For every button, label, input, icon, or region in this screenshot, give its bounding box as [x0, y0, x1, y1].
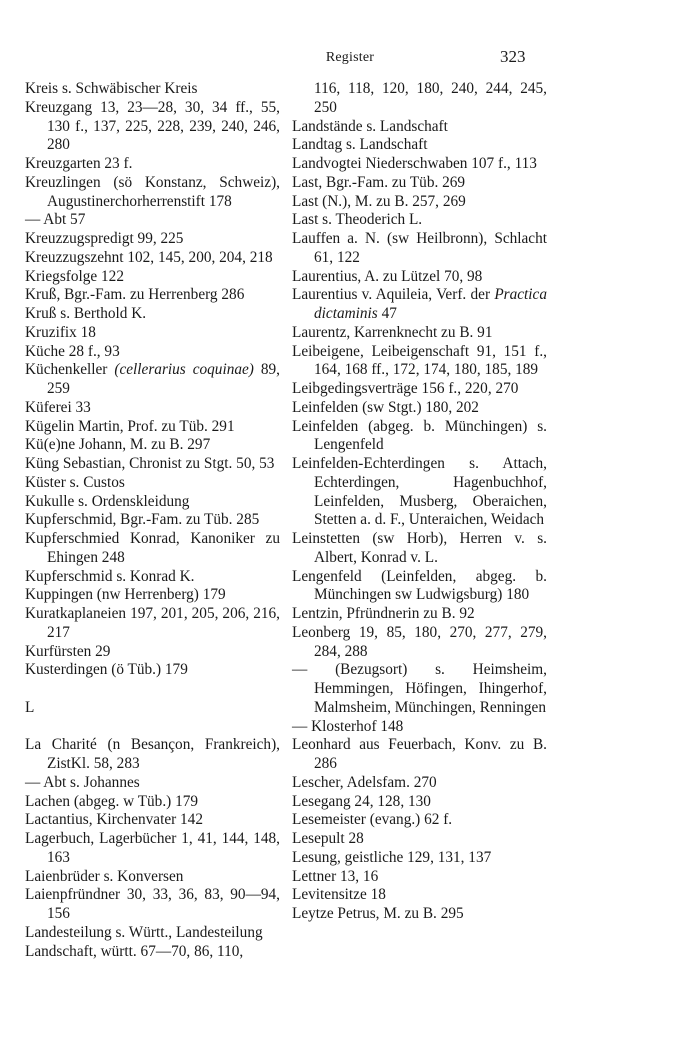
index-column-left [25, 80, 280, 961]
index-entry: Laienbrüder s. Konversen [25, 867, 184, 885]
index-entry: Kreuzgarten 23 f. [25, 155, 133, 172]
index-entry-continuation: 116, 118, 120, 180, 240, 244, 245, 250 [314, 80, 547, 116]
index-entry: Lesung, geistliche 129, 131, 137 [292, 848, 492, 866]
index-entry: Küche 28 f., 93 [25, 342, 120, 360]
index-column-right [292, 80, 547, 924]
section-spacer [25, 680, 280, 699]
index-entry: Küng Sebastian, Chronist zu Stgt. 50, 53 [25, 455, 275, 472]
italic-term: (cellerarius coquinae) [114, 361, 254, 379]
index-entry: Leibeigene, Leibeigenschaft 91, 151 f., 164, 168 ff., 172, 174, 180, 185, 189 [292, 342, 547, 379]
index-entry: Kuppingen (nw Herrenberg) 179 [25, 586, 226, 604]
index-entry: Lettner 13, 16 [292, 867, 379, 885]
index-entry: Kreuzzugszehnt 102, 145, 200, 204, 218 [25, 248, 273, 266]
index-entry: Landtag s. Landschaft [292, 136, 428, 154]
index-entry: Kruß, Bgr.-Fam. zu Herrenberg 286 [25, 286, 245, 304]
index-entry: Last (N.), M. zu B. 257, 269 [292, 192, 466, 210]
index-entry: Kreuzlingen (sö Konstanz, Schweiz), Augustinerchorherrenstift 178 [25, 173, 280, 210]
index-entry: Kupferschmid, Bgr.-Fam. zu Tüb. 285 [25, 511, 260, 529]
running-header: Register [325, 50, 375, 65]
index-entry: Kukulle s. Ordenskleidung [25, 492, 190, 510]
index-entry: Leibgedingsverträge 156 f., 220, 270 [292, 380, 519, 397]
index-entry: Leinfelden (sw Stgt.) 180, 202 [292, 398, 479, 416]
index-entry: Last, Bgr.-Fam. zu Tüb. 269 [292, 173, 466, 191]
index-entry: — (Bezugsort) s. Heimsheim, Hemmingen, Höfingen, Ihingerhof, Malmsheim, Münchingen, Renningen [292, 661, 547, 716]
index-entry: Landschaft, württ. 67—70, 86, 110, [25, 942, 244, 960]
index-entry: Leinfelden (abgeg. b. Münchingen) s. Lengenfeld [292, 417, 547, 454]
index-entry: Kruzifix 18 [25, 323, 96, 341]
index-entry: Lentzin, Pfründnerin zu B. 92 [292, 605, 475, 622]
index-entry: Laurentz, Karrenknecht zu B. 91 [292, 323, 493, 341]
index-entry: Leytze Petrus, M. zu B. 295 [292, 905, 464, 922]
index-entry: Leinstetten (sw Horb), Herren v. s. Albert, Konrad v. L. [292, 530, 547, 566]
index-entry: Kupferschmied Konrad, Kanoniker zu Ehingen 248 [25, 530, 280, 566]
index-entry: Kruß s. Berthold K. [25, 305, 147, 322]
page-number: 323 [500, 47, 526, 66]
index-entry: Leonberg 19, 85, 180, 270, 277, 279, 284, 288 [292, 623, 547, 660]
index-entry: — Abt s. Johannes [25, 773, 140, 791]
index-entry: Lauffen a. N. (sw Heilbronn), Schlacht 61, 122 [292, 230, 547, 266]
index-entry: Lagerbuch, Lagerbücher 1, 41, 144, 148, 163 [25, 830, 280, 866]
index-entry: Landvogtei Niederschwaben 107 f., 113 [292, 155, 537, 172]
index-entry: La Charité (n Besançon, Frankreich), ZistKl. 58, 283 [25, 736, 280, 772]
index-entry: Landesteilung s. Württ., Landesteilung [25, 923, 263, 941]
section-spacer [25, 718, 280, 737]
index-entry: Lescher, Adelsfam. 270 [292, 773, 437, 791]
index-entry: Lachen (abgeg. w Tüb.) 179 [25, 792, 199, 810]
index-entry: Kupferschmid s. Konrad K. [25, 567, 195, 585]
index-entry: Lesegang 24, 128, 130 [292, 792, 431, 810]
italic-term: Practica dictaminis [314, 286, 547, 322]
index-entry: Leonhard aus Feuerbach, Konv. zu B. 286 [292, 736, 547, 772]
index-entry: Küster s. Custos [25, 473, 125, 491]
index-entry: — Abt 57 [25, 211, 86, 229]
index-entry: Kurfürsten 29 [25, 642, 111, 660]
index-entry: Laurentius, A. zu Lützel 70, 98 [292, 267, 483, 285]
index-entry: Kriegsfolge 122 [25, 267, 124, 285]
index-entry: Lactantius, Kirchenvater 142 [25, 811, 203, 829]
index-entry: Küchenkeller (cellerarius coquinae) 89, 259 [25, 361, 280, 397]
index-entry: Lengenfeld (Leinfelden, abgeg. b. Münchingen sw Ludwigsburg) 180 [292, 567, 547, 604]
section-heading: L [25, 698, 35, 716]
index-entry: Kreuzgang 13, 23—28, 30, 34 ff., 55, 130 f., 137, 225, 228, 239, 240, 246, 280 [25, 98, 280, 154]
index-entry: Laienpfründner 30, 33, 36, 83, 90—94, 156 [25, 886, 280, 922]
index-entry: Küferei 33 [25, 398, 91, 416]
index-entry: — Klosterhof 148 [292, 717, 404, 735]
index-entry: Kuratkaplaneien 197, 201, 205, 206, 216, 217 [25, 605, 280, 641]
index-entry: Kreuzzugspredigt 99, 225 [25, 230, 184, 247]
index-entry: Leinfelden-Echterdingen s. Attach, Echterdingen, Hagenbuchhof, Leinfelden, Musberg, Oberaichen, Stetten a. d. F., Unteraichen, Weidach [292, 455, 547, 529]
index-entry: Landstände s. Landschaft [292, 117, 448, 135]
index-entry: Levitensitze 18 [292, 886, 386, 904]
index-entry: Kusterdingen (ö Tüb.) 179 [25, 661, 188, 679]
index-entry: Last s. Theoderich L. [292, 211, 423, 229]
index-entry: Kreis s. Schwäbischer Kreis [25, 80, 198, 97]
index-entry: Lesepult 28 [292, 830, 364, 847]
index-entry: Laurentius v. Aquileia, Verf. der Practica dictaminis 47 [292, 286, 547, 322]
index-entry: Kü(e)ne Johann, M. zu B. 297 [25, 436, 211, 454]
index-entry: Kügelin Martin, Prof. zu Tüb. 291 [25, 417, 235, 435]
index-entry: Lesemeister (evang.) 62 f. [292, 811, 453, 829]
